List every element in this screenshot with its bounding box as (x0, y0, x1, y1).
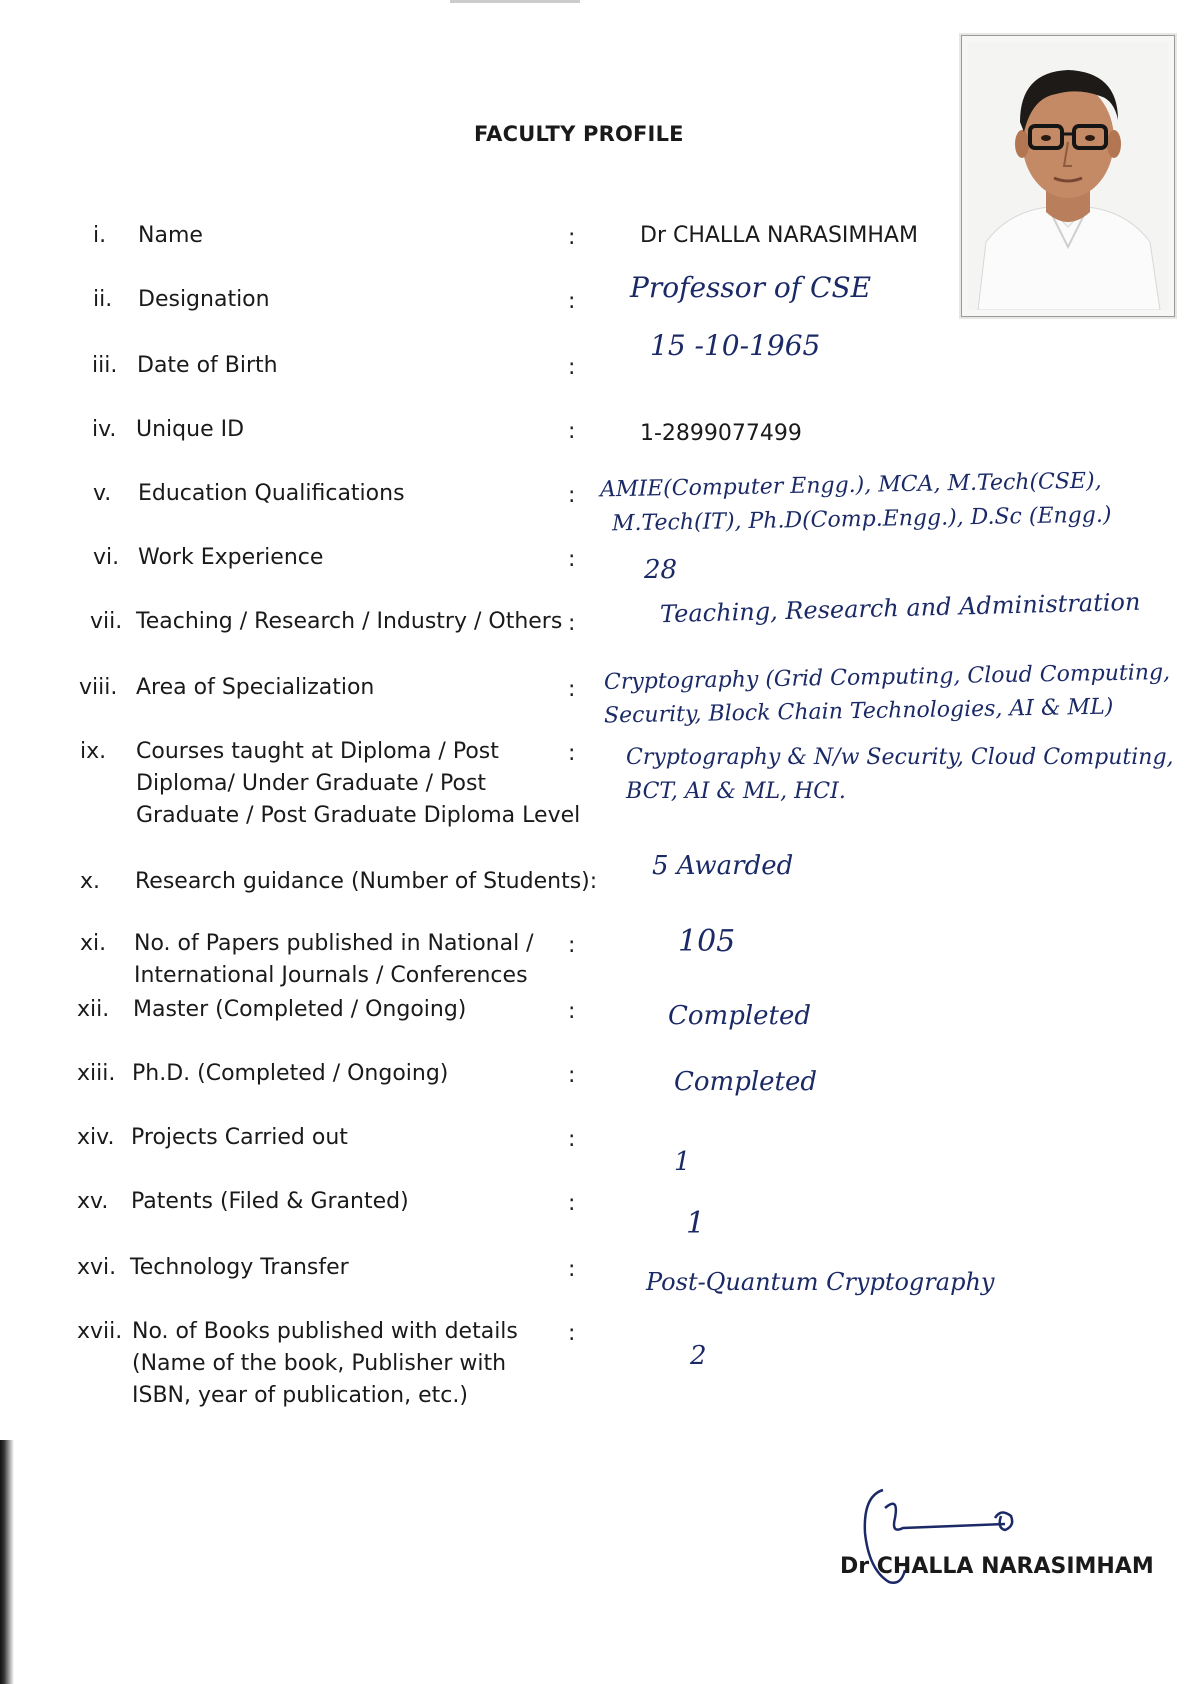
field-value-handwritten: Cryptography (Grid Computing, Cloud Computing, (603, 660, 1171, 695)
field-colon: : (568, 677, 576, 702)
field-colon: : (568, 1063, 576, 1088)
field-label: Ph.D. (Completed / Ongoing) (132, 1061, 449, 1086)
field-value-handwritten: 1 (674, 1147, 691, 1177)
field-label: Name (138, 223, 203, 248)
field-label: Projects Carried out (131, 1125, 348, 1150)
field-colon: : (568, 1191, 576, 1216)
field-colon: : (568, 225, 576, 250)
field-label: Patents (Filed & Granted) (131, 1189, 409, 1214)
field-label: Master (Completed / Ongoing) (133, 997, 467, 1022)
scan-top-mark (450, 0, 580, 3)
field-value-handwritten: Completed (674, 1067, 818, 1097)
field-label: Courses taught at Diploma / Post (136, 739, 499, 764)
field-label: Graduate / Post Graduate Diploma Level (136, 803, 581, 828)
field-value-handwritten: M.Tech(IT), Ph.D(Comp.Engg.), D.Sc (Engg.) (611, 502, 1112, 537)
field-label: Area of Specialization (136, 675, 375, 700)
field-label: Unique ID (136, 417, 245, 442)
field-value-handwritten: Security, Block Chain Technologies, AI & ML) (603, 694, 1114, 729)
field-label: Research guidance (Number of Students): (135, 869, 598, 894)
field-label: Diploma/ Under Graduate / Post (136, 771, 487, 796)
field-number: viii. (79, 675, 118, 700)
field-number: xiv. (77, 1125, 115, 1150)
field-value-handwritten: 5 Awarded (652, 851, 794, 881)
field-label: (Name of the book, Publisher with (132, 1351, 507, 1376)
field-value-handwritten: 15 -10-1965 (650, 329, 821, 362)
page-title: FACULTY PROFILE (474, 122, 684, 146)
field-number: i. (93, 223, 107, 248)
field-value: 1-2899077499 (640, 421, 802, 446)
field-number: vi. (93, 545, 120, 570)
field-colon: : (568, 1321, 576, 1346)
field-number: iv. (92, 417, 117, 442)
field-value-handwritten: Post-Quantum Cryptography (646, 1268, 995, 1296)
field-value-handwritten: AMIE(Computer Engg.), MCA, M.Tech(CSE), (599, 468, 1102, 503)
field-number: xiii. (77, 1061, 116, 1086)
field-value-handwritten: BCT, AI & ML, HCI. (626, 779, 846, 804)
field-colon: : (568, 1257, 576, 1282)
field-label: Date of Birth (137, 353, 278, 378)
faculty-photo-icon (968, 42, 1168, 310)
field-label: Education Qualifications (138, 481, 405, 506)
field-number: xv. (77, 1189, 109, 1214)
field-colon: : (568, 355, 576, 380)
field-label: No. of Books published with details (132, 1319, 518, 1344)
field-colon: : (568, 1127, 576, 1152)
faculty-photo (961, 35, 1175, 317)
field-label: Designation (138, 287, 270, 312)
signature-name: Dr CHALLA NARASIMHAM (840, 1554, 1154, 1579)
field-colon: : (568, 999, 576, 1024)
field-colon: : (568, 419, 576, 444)
field-colon: : (568, 289, 576, 314)
field-number: xii. (77, 997, 110, 1022)
field-label: International Journals / Conferences (134, 963, 528, 988)
field-number: iii. (92, 353, 118, 378)
field-colon: : (568, 547, 576, 572)
field-number: xi. (80, 931, 107, 956)
field-colon: : (568, 483, 576, 508)
field-value-handwritten: 2 (690, 1341, 707, 1371)
field-label: Technology Transfer (130, 1255, 349, 1280)
field-value: Dr CHALLA NARASIMHAM (640, 223, 918, 248)
field-label: Teaching / Research / Industry / Others (136, 609, 563, 634)
field-value-handwritten: 1 (686, 1206, 706, 1241)
field-colon: : (568, 933, 576, 958)
field-label: Work Experience (138, 545, 324, 570)
field-value-handwritten: Teaching, Research and Administration (659, 587, 1141, 629)
field-number: xvi. (77, 1255, 117, 1280)
scan-edge-shadow (0, 1440, 14, 1684)
field-value-handwritten: Completed (668, 1001, 812, 1031)
field-value-handwritten: 28 (644, 555, 678, 585)
field-colon: : (568, 611, 576, 636)
field-number: ii. (93, 287, 113, 312)
field-value-handwritten: 105 (678, 924, 736, 959)
field-number: ix. (80, 739, 107, 764)
field-number: v. (93, 481, 112, 506)
field-number: x. (80, 869, 101, 894)
field-label: No. of Papers published in National / (134, 931, 534, 956)
field-number: xvii. (77, 1319, 123, 1344)
field-label: ISBN, year of publication, etc.) (132, 1383, 468, 1408)
field-value-handwritten: Cryptography & N/w Security, Cloud Computing, (626, 745, 1174, 770)
field-number: vii. (90, 609, 123, 634)
field-colon: : (568, 741, 576, 766)
field-value-handwritten: Professor of CSE (630, 271, 872, 304)
